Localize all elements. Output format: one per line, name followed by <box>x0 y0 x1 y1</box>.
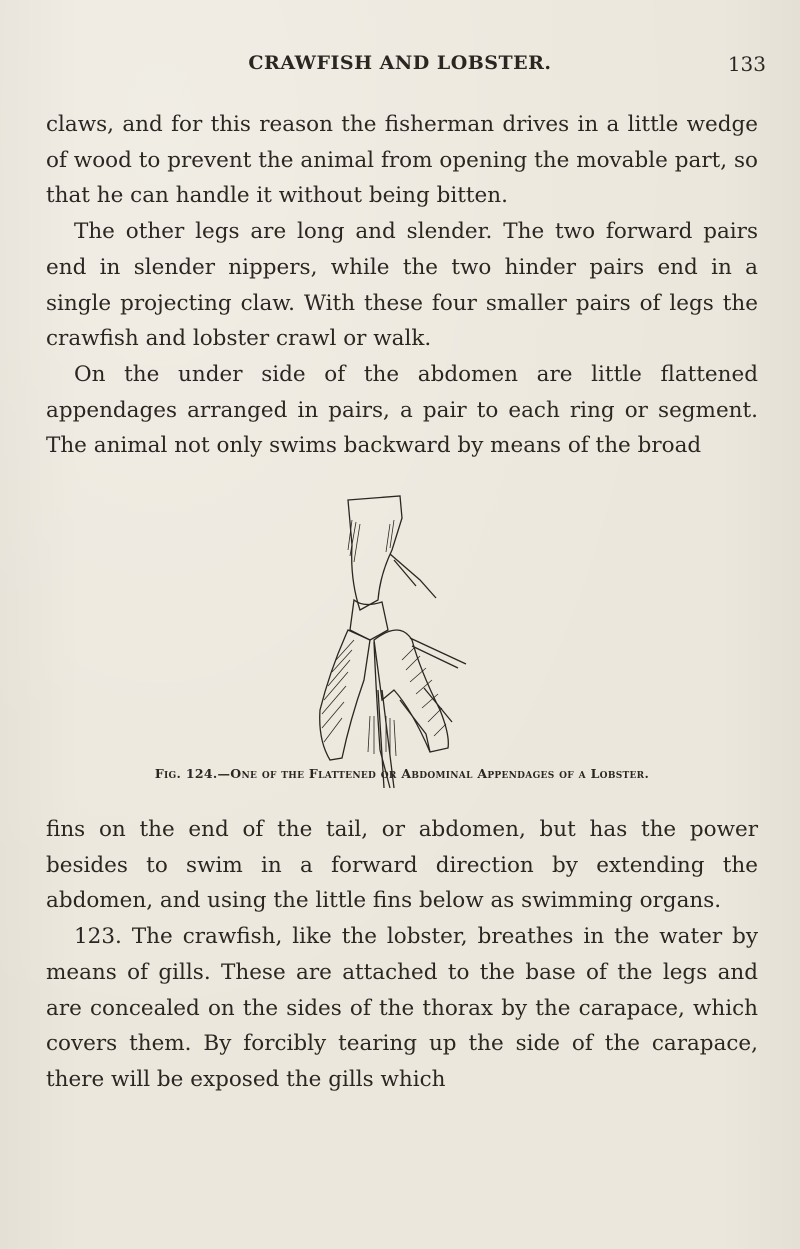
running-title: CRAWFISH AND LOBSTER. <box>248 52 552 74</box>
paragraph: The other legs are long and slender. The two forward pairs end in slender nippers, while the two hinder pairs end in a single projecting claw. With these four smaller pairs of legs the crawfish and lobster crawl or walk. <box>46 219 758 352</box>
figure-caption: Fig. 124.—One of the Flattened or Abdominal Appendages of a Lobster. <box>154 766 650 781</box>
page-header <box>0 52 800 86</box>
base-segment <box>348 496 402 610</box>
paragraph: claws, and for this reason the fisherman drives in a little wedge of wood to prevent the animal from opening the movable part, so that he can handle it without being bitten. <box>46 112 758 209</box>
left-blade <box>320 630 370 760</box>
paragraph: 123. The crawfish, like the lobster, breathes in the water by means of gills. These are attached to the base of the legs and are concealed on the sides of the thorax by the carapace, which covers them. By forcibly tearing up the side of the carapace, there will be exposed the gills which <box>46 924 758 1092</box>
text-block-bottom <box>46 812 758 1098</box>
paragraph: On the under side of the abdomen are little flattened appendages arranged in pairs, a pair to each ring or segment. The animal not only swims backward by means of the broad <box>46 361 758 459</box>
page-number: 133 <box>727 52 766 76</box>
right-blade <box>374 630 448 752</box>
text-block-top <box>46 107 758 464</box>
appendage-illustration <box>290 490 520 790</box>
paragraph: fins on the end of the tail, or abdomen, but has the power besides to swim in a forward direction by extending the abdomen, and using the little fins below as swimming organs. <box>46 817 758 914</box>
